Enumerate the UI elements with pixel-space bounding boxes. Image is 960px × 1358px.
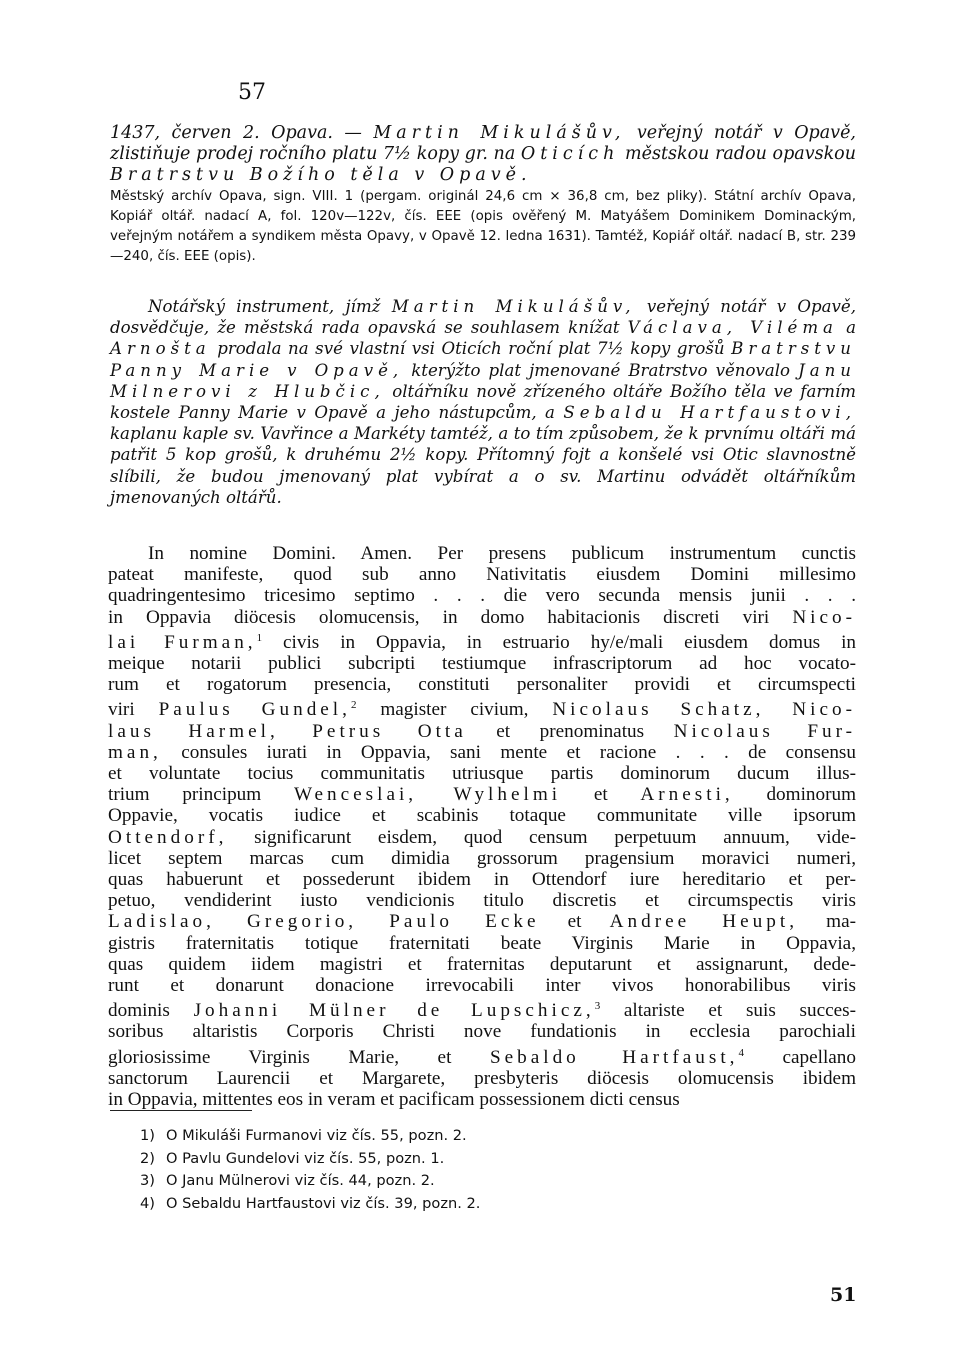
- line-segment: runt et donarunt donacione irrevocabili inter vivos honorabilibus viris: [108, 975, 856, 997]
- spaced-name: Ottendorf,: [108, 826, 228, 848]
- line-segment: et prenominatus: [466, 720, 674, 742]
- regest-name: Sebaldu Hartfaustovi,: [563, 403, 856, 423]
- line-segment: et: [561, 784, 641, 806]
- latin-line: [108, 784, 856, 805]
- line-segment: ma-: [798, 911, 856, 933]
- footnote-rule: [110, 1110, 252, 1111]
- spaced-name: Nicolaus Schatz, Nico-: [552, 699, 856, 721]
- regest-segment: kaplanu kaple sv. Vavřince a Markéty tamtéž, a to tím způsobem, že k prvnímu oltáři má patřit 5 kop grošů, k druhému 2½ kopy. Přítomný fojt a konšelé vsi Otic slavnostně slíbili, že budou jmenovaný plat vybírat a o sv. Martinu odvádět oltářníkům jmenovaných oltářů.: [110, 424, 856, 507]
- footnote-text: O Sebaldu Hartfaustovi viz čís. 39, pozn. 2.: [166, 1194, 481, 1212]
- heading-notary-name: Martin Mikulášův,: [373, 123, 626, 143]
- regest-segment: Notářský instrument, jímž: [148, 297, 392, 316]
- regest-name: Janu Milnerovi z Hlubčic,: [110, 360, 856, 401]
- latin-line: [108, 628, 856, 653]
- regest-segment: veřejný notář v Opavě, dosvědčuje, že městská rada opavská se souhlasem knížat: [110, 297, 856, 338]
- line-segment: licet septem marcas cum dimidia grossorum pragensium moravici numeri,: [108, 847, 856, 869]
- footnote-mark: 4): [140, 1194, 155, 1212]
- line-segment: civis in Oppavia, in estruario hy/e/mali eiusdem domus in: [262, 631, 856, 653]
- sources-text: Městský archív Opava, sign. VIII. 1 (pergam. originál 24,6 cm × 36,8 cm, bez pliky). Státní archív Opava, Kopiář oltář. nadací A, fol. 120v—122v, čís. EEE (opis ověřený M. Matyášem Dominikem Dominackým, veřejným notářem a syndikem města Opavy, v Opavě 12. ledna 1631). Tamtéž, Kopiář oltář. nadací B, str. 239—240, čís. EEE (opis).: [110, 189, 856, 264]
- latin-line: [108, 1021, 856, 1042]
- latin-text: [108, 543, 856, 1110]
- regest-name: Václava, Viléma: [627, 318, 838, 338]
- heading-council: městskou radou opavskou: [619, 144, 856, 164]
- line-segment: dominorum: [733, 784, 857, 806]
- line-segment: in Oppavia diöcesis olomucensis, in domo habitacionis discreti viri: [108, 606, 793, 628]
- regest-segment: a: [837, 318, 856, 338]
- line-segment: gistris fraternitatis totique fraternitati beate Virginis Marie in Oppavia,: [108, 932, 856, 954]
- regest: [110, 296, 856, 508]
- latin-line: [108, 695, 856, 720]
- footnote-ref: 2: [350, 699, 357, 712]
- footnotes: [140, 1125, 480, 1215]
- footnote-text: O Mikuláši Furmanovi viz čís. 55, pozn. 2.: [166, 1127, 467, 1144]
- spaced-name: Ladislao, Gregorio, Paulo Ecke: [108, 911, 540, 933]
- spaced-name: Nico-: [792, 606, 856, 628]
- spaced-name: Andree Heupt,: [609, 911, 798, 933]
- regest-name: Arnošta: [110, 339, 211, 359]
- regest-name: Bratrstvu Panny Marie v Opavě,: [110, 339, 856, 380]
- line-segment: In nomine Domini. Amen. Per presens publicum instrumentum cunctis: [148, 543, 856, 564]
- heading-date-place: 1437, červen 2. Opava. —: [110, 123, 374, 143]
- latin-line: [108, 742, 856, 763]
- latin-line: [108, 543, 856, 564]
- line-segment: altariste et suis succes-: [600, 1000, 856, 1022]
- latin-line: [108, 869, 856, 890]
- latin-line: [108, 1043, 856, 1068]
- latin-line: [108, 911, 856, 932]
- line-segment: dominis: [108, 1000, 194, 1022]
- footnote-ref: 4: [738, 1046, 744, 1059]
- folio-number: 51: [830, 1284, 857, 1306]
- latin-line: [108, 996, 856, 1021]
- document-heading: [110, 123, 856, 186]
- latin-line: [108, 585, 856, 606]
- latin-line: [108, 848, 856, 869]
- latin-line: [108, 890, 856, 911]
- latin-line: [108, 653, 856, 674]
- footnote-ref: 1: [256, 631, 263, 644]
- regest-segment: kterýžto plat jmenované Bratrstvo věnovalo: [403, 360, 799, 380]
- footnote-mark: 3): [140, 1172, 155, 1190]
- footnote-mark: 2): [140, 1149, 155, 1167]
- latin-line: [108, 805, 856, 826]
- latin-line: [108, 607, 856, 628]
- spaced-name: Nicolaus Fur-: [673, 720, 856, 742]
- line-segment: in Oppavia, mittentes eos in veram et pacificam possessionem dicti census: [108, 1089, 680, 1111]
- regest-segment: oltářníku nově zřízeného oltáře Božího těla ve farním kostele Panny Marie v Opavě a jeho nástupcům, a: [110, 381, 856, 423]
- heading-brotherhood: Bratrstvu Božího těla v Opavě.: [110, 165, 532, 185]
- latin-line: [108, 975, 856, 996]
- latin-line: [108, 1089, 856, 1110]
- footnote: [140, 1170, 480, 1193]
- spaced-name: Paulus Gundel,: [158, 699, 351, 721]
- footnote: [140, 1125, 480, 1148]
- line-segment: meique notarii publici subcripti testiumque infrascriptorum ad hoc vocato-: [108, 653, 856, 675]
- line-segment: significarunt eisdem, quod censum perpetuum annuum, vide-: [227, 826, 856, 848]
- line-segment: pateat manifeste, quod sub anno Nativitatis eiusdem Domini millesimo: [108, 564, 856, 586]
- line-segment: soribus altaristis Corporis Christi nove fundationis in ecclesia parochiali: [108, 1021, 856, 1043]
- line-segment: gloriosissime Virginis Marie, et: [108, 1046, 490, 1068]
- latin-line: [108, 954, 856, 975]
- footnote-text: O Janu Mülnerovi viz čís. 44, pozn. 2.: [166, 1172, 435, 1190]
- page-number: 57: [238, 80, 266, 105]
- latin-line: [108, 933, 856, 954]
- heading-summary: veřejný notář v Opavě, zlistiňuje prodej ročního platu 7½ kopy gr. na: [110, 123, 856, 164]
- line-segment: et: [539, 911, 610, 933]
- heading-place: Oticích: [520, 144, 620, 164]
- heading-text: [110, 123, 856, 186]
- latin-line: [108, 1068, 856, 1089]
- spaced-name: Sebaldo Hartfaust,: [489, 1046, 739, 1068]
- line-segment: Oppavie, vocatis iudice et scabinis totaque communitate ville ipsorum: [108, 805, 856, 827]
- line-segment: quadringentesimo tricesimo septimo . . . die vero secunda mensis junii . . .: [108, 585, 856, 607]
- line-segment: consules iurati in Oppavia, sani mente et racione . . . de consensu: [161, 741, 856, 763]
- line-segment: trium principum: [108, 784, 294, 806]
- line-segment: et voluntate tocius communitatis utriusque partis dominorum ducum illus-: [108, 763, 856, 785]
- line-segment: quas habuerunt et possederunt ibidem in Ottendorf iure hereditario et per-: [108, 869, 856, 891]
- latin-line: [108, 674, 856, 695]
- spaced-name: laus Harmel, Petrus Otta: [108, 720, 467, 742]
- line-segment: sanctorum Laurencii et Margarete, presbyteris diöcesis olomucensis ibidem: [108, 1067, 856, 1089]
- line-segment: magister civium,: [356, 699, 553, 721]
- regest-segment: prodala na své vlastní vsi Oticích roční plat 7½ kopy grošů: [210, 339, 732, 359]
- spaced-name: Arnesti,: [640, 784, 734, 806]
- latin-line: [108, 721, 856, 742]
- latin-line: [108, 827, 856, 848]
- latin-line: [108, 763, 856, 784]
- footnote: [140, 1148, 480, 1171]
- spaced-name: man,: [108, 741, 162, 763]
- footnote-ref: 3: [594, 1000, 601, 1013]
- spaced-name: Wenceslai, Wylhelmi: [293, 784, 562, 806]
- regest-text: [110, 296, 856, 508]
- footnote-mark: 1): [140, 1127, 155, 1144]
- footnote: [140, 1193, 480, 1216]
- line-segment: petuo, vendiderint iusto vendicionis titulo discretis et circumspectis viris: [108, 890, 856, 912]
- line-segment: quas quidem iidem magistri et fraternitas deputarunt et assignarunt, dede-: [108, 953, 856, 975]
- spaced-name: lai Furman,: [108, 631, 257, 653]
- archival-sources: [110, 187, 856, 267]
- spaced-name: Johanni Mülner de Lupschicz,: [193, 1000, 595, 1022]
- latin-line: [108, 564, 856, 585]
- line-segment: viri: [108, 699, 159, 721]
- line-segment: rum et rogatorum presencia, constituti personaliter providi et circumspecti: [108, 674, 856, 696]
- line-segment: capellano: [743, 1046, 856, 1068]
- footnote-text: O Pavlu Gundelovi viz čís. 55, pozn. 1.: [166, 1149, 445, 1167]
- regest-name: Martin Mikulášův,: [391, 297, 636, 316]
